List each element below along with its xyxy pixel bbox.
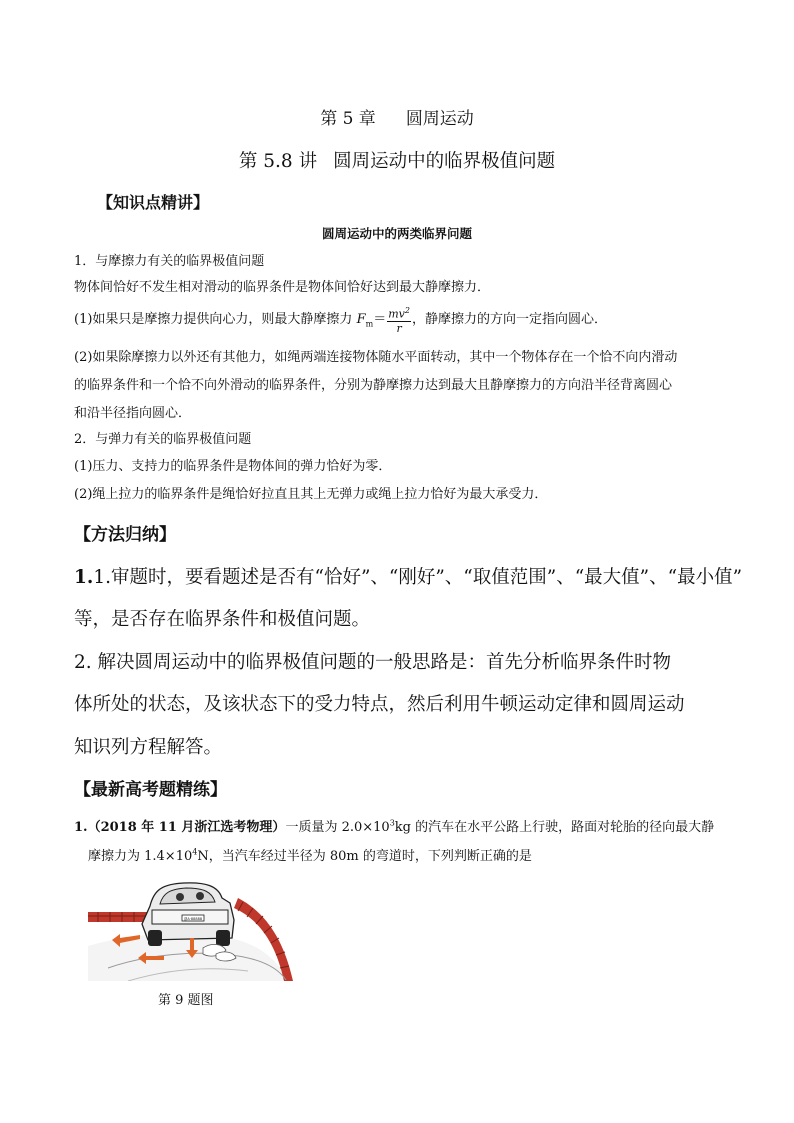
question-1-line1	[74, 816, 714, 835]
question-text-a: 一质量为 2.0×10	[285, 820, 390, 835]
exam-heading: 【最新高考题精练】	[74, 780, 227, 800]
method-p2-line2: 体所处的状态，及该状态下的受力特点，然后利用牛顿运动定律和圆周运动	[74, 694, 685, 715]
item1-formula-line	[74, 303, 607, 342]
equals-sign: ＝	[373, 312, 387, 327]
fraction-numerator: mv	[388, 307, 405, 321]
fraction-denominator: r	[396, 321, 402, 335]
method-p2-line3: 知识列方程解答。	[74, 737, 223, 758]
car-on-curve-figure	[88, 876, 300, 981]
item1-p2-line3: 和沿半径指向圆心．	[74, 406, 192, 421]
method-p1-line2: 等，是否存在临界条件和极值问题。	[74, 609, 371, 630]
question-text-d: N，当汽车经过半径为 80m 的弯道时，下列判断正确的是	[197, 849, 532, 864]
car-icon	[142, 883, 234, 946]
method-p1-line1	[74, 563, 742, 589]
method-p1-number: 1.	[74, 567, 94, 588]
license-plate: 浙A·88888	[183, 917, 203, 921]
item1-p2-line2: 的临界条件和一个恰不向外滑动的临界条件，分别为静摩擦力达到最大且静摩擦力的方向沿半径背离圆心	[74, 378, 673, 393]
formula-fraction	[387, 304, 411, 335]
formula-text-after: ，静摩擦力的方向一定指向圆心．	[411, 312, 607, 327]
item2-title: 2．与弹力有关的临界极值问题	[74, 432, 252, 447]
question-1-line2	[88, 845, 532, 864]
question-source: （2018 年 11 月浙江选考物理）	[87, 820, 286, 835]
item2-p2: (2)绳上拉力的临界条件是绳恰好拉直且其上无弹力或绳上拉力恰好为最大承受力．	[74, 487, 548, 502]
exponent: 4	[192, 847, 198, 857]
knowledge-heading: 【知识点精讲】	[97, 193, 210, 212]
lecture-name: 圆周运动中的临界极值问题	[333, 151, 556, 172]
lecture-number: 第 5.8 讲	[238, 151, 318, 172]
formula-text-before: (1)如果只是摩擦力提供向心力，则最大静摩擦力	[74, 312, 353, 327]
chapter-name: 圆周运动	[405, 109, 474, 129]
question-number: 1.	[74, 820, 88, 835]
exponent: 3	[389, 818, 395, 828]
chapter-number: 第 5 章	[320, 109, 376, 129]
item1-title: 1．与摩擦力有关的临界极值问题	[74, 254, 265, 269]
item1-p2-line1: (2)如果除摩擦力以外还有其他力，如绳两端连接物体随水平面转动，其中一个物体存在一个恰不向内滑动	[74, 350, 678, 365]
numerator-exponent: 2	[404, 306, 410, 316]
lecture-title	[0, 147, 794, 173]
knowledge-subtitle: 圆周运动中的两类临界问题	[321, 226, 472, 241]
figure-caption: 第 9 题图	[158, 993, 214, 1008]
question-text-b: kg 的汽车在水平公路上行驶，路面对轮胎的径向最大静	[394, 820, 715, 835]
brick-curb-left	[88, 912, 148, 922]
method-p1-text: 1.审题时，要看题述是否有“恰好”、“刚好”、“取值范围”、“最大值”、“最小值”	[93, 567, 743, 588]
method-heading: 【方法归纳】	[74, 525, 176, 545]
question-text-c: 摩擦力为 1.4×10	[88, 849, 193, 864]
force-subscript: m	[365, 319, 374, 329]
force-symbol: F	[356, 312, 366, 327]
method-p2-line1: 2. 解决圆周运动中的临界极值问题的一般思路是：首先分析临界条件时物	[74, 652, 672, 673]
chapter-title	[0, 104, 794, 129]
item2-p1: (1)压力、支持力的临界条件是物体间的弹力恰好为零．	[74, 459, 392, 474]
item1-line: 物体间恰好不发生相对滑动的临界条件是物体间恰好达到最大静摩擦力．	[74, 280, 491, 295]
